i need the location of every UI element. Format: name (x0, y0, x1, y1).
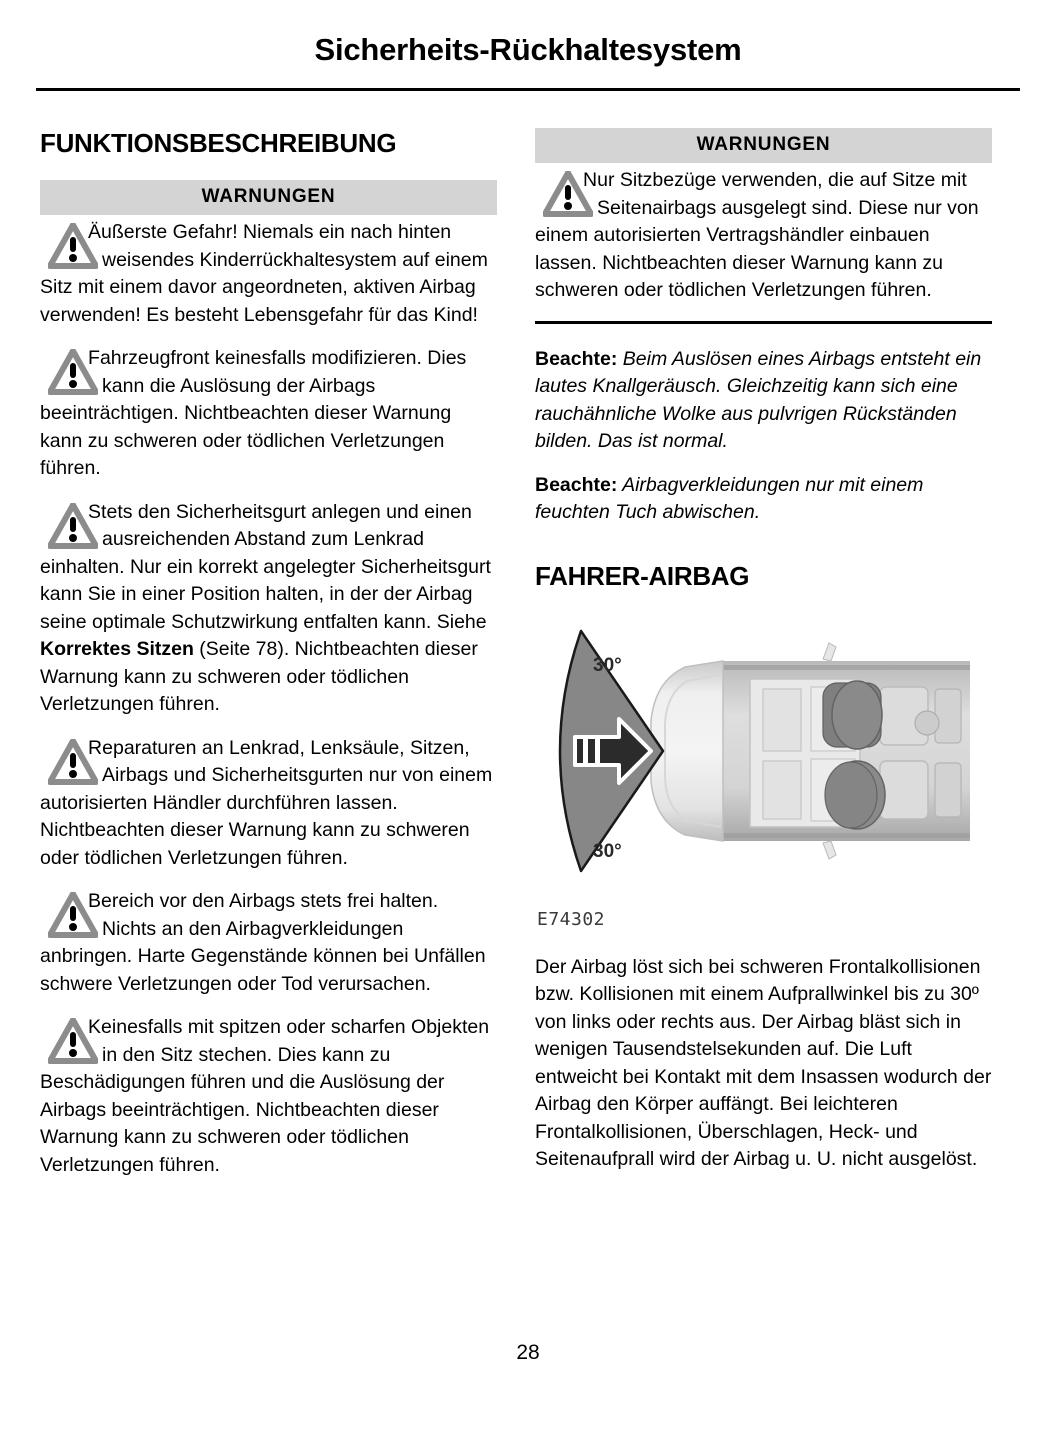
warning-paragraph (40, 735, 497, 873)
warning-paragraph-seatbelt (40, 499, 497, 719)
body-paragraph: Der Airbag löst sich bei schweren Frontalkollisionen bzw. Kollisionen mit einem Aufprallwinkel bis zu 30º von links oder rechts aus. Der Airbag bläst sich in wenigen Tausendstelsekunden auf. Die Luft entweicht bei Kontakt mit dem Insassen wodurch der Airbag den Körper auffängt. Bei leichteren Frontalkollisionen, Überschlagen, Heck- und Seitenaufprall wird der Airbag u. U. nicht ausgelöst. (535, 955, 992, 1170)
airbag-deployment-diagram (535, 613, 975, 893)
warning-text-after: (Seite 78). Nichtbeachten dieser Warnung kann zu schweren oder tödlichen Verletzungen führen. (40, 638, 478, 715)
warning-text: Reparaturen an Lenkrad, Lenksäule, Sitzen, Airbags und Sicherheitsgurten nur von einem autorisierten Händler durchführen lassen. Nichtbeachten dieser Warnung kann zu schweren oder tödlichen Verletzungen führen. (40, 736, 493, 869)
warning-paragraph (40, 888, 497, 998)
note-text: Beim Auslösen eines Airbags entsteht ein lautes Knallgeräusch. Gleichzeitig kann sich eine rauchähnliche Wolke aus pulvrigen Rückständen bilden. Das ist normal. (535, 347, 982, 452)
warning-text: Fahrzeugfront keinesfalls modifizieren. Dies kann die Auslösung der Airbags beeinträchtigen. Nichtbeachten dieser Warnung kann zu schweren oder tödlichen Verletzungen führen. (40, 347, 467, 479)
note-paragraph (535, 346, 992, 456)
page-number: 28 (516, 1341, 540, 1364)
warnings-header-bar-left: WARNUNGEN (40, 180, 497, 215)
cross-reference-korrektes-sitzen: Korrektes Sitzen (40, 638, 194, 660)
warning-paragraph (40, 345, 497, 483)
angle-label-bottom: 30° (593, 840, 622, 862)
right-column (535, 128, 992, 1190)
section-title-funktionsbeschreibung: FUNKTIONSBESCHREIBUNG (40, 128, 397, 158)
header-divider (36, 88, 1020, 91)
page-header (36, 30, 1020, 70)
figure-caption: E74302 (537, 908, 606, 930)
section-divider (535, 321, 992, 324)
warning-paragraph (535, 167, 992, 305)
warning-text: Äußerste Gefahr! Niemals ein nach hinten weisendes Kinderrückhaltesystem auf einem Sitz mit einem davor angeordneten, aktiven Airbag verwenden! Es besteht Lebensgefahr für das Kind! (40, 221, 488, 326)
page-title: Sicherheits-Rückhaltesystem (314, 32, 742, 67)
warning-text: Bereich vor den Airbags stets frei halten. Nichts an den Airbagverkleidungen anbringen. Harte Gegenstände können bei Unfällen schwere Verletzungen oder Tod verursachen. (40, 890, 486, 995)
section-title-fahrer-airbag: FAHRER-AIRBAG (535, 560, 750, 591)
warning-text-before: Stets den Sicherheitsgurt anlegen und einen ausreichenden Abstand zum Lenkrad einhalten. Nur ein korrekt angelegter Sicherheitsgurt kann Sie in einer Position halten, in der der Airbag seine optimale Schutzwirkung entfalten kann. Siehe (40, 500, 491, 633)
warning-text: Keinesfalls mit spitzen oder scharfen Objekten in den Sitz stechen. Dies kann zu Beschädigungen führen und die Auslösung der Airbags beeinträchtigen. Nichtbeachten dieser Warnung kann zu schweren oder tödlichen Verletzungen führen. (40, 1016, 490, 1176)
warning-paragraph (40, 219, 497, 329)
driver-airbag-figure (535, 613, 992, 893)
note-label: Beachte: (535, 473, 618, 496)
note-paragraph (535, 472, 992, 527)
warning-paragraph (40, 1014, 497, 1179)
left-column (40, 128, 497, 1179)
warnings-header-bar-right: WARNUNGEN (535, 128, 992, 163)
angle-label-top: 30° (593, 654, 622, 676)
note-label: Beachte: (535, 347, 618, 370)
note-text: Airbagverkleidungen nur mit einem feuchten Tuch abwischen. (535, 473, 924, 523)
warning-text: Nur Sitzbezüge verwenden, die auf Sitze mit Seitenairbags ausgelegt sind. Diese nur von einem autorisierten Vertragshändler einbauen lassen. Nichtbeachten dieser Warnung kann zu schweren oder tödlichen Verletzungen führen. (535, 169, 979, 301)
